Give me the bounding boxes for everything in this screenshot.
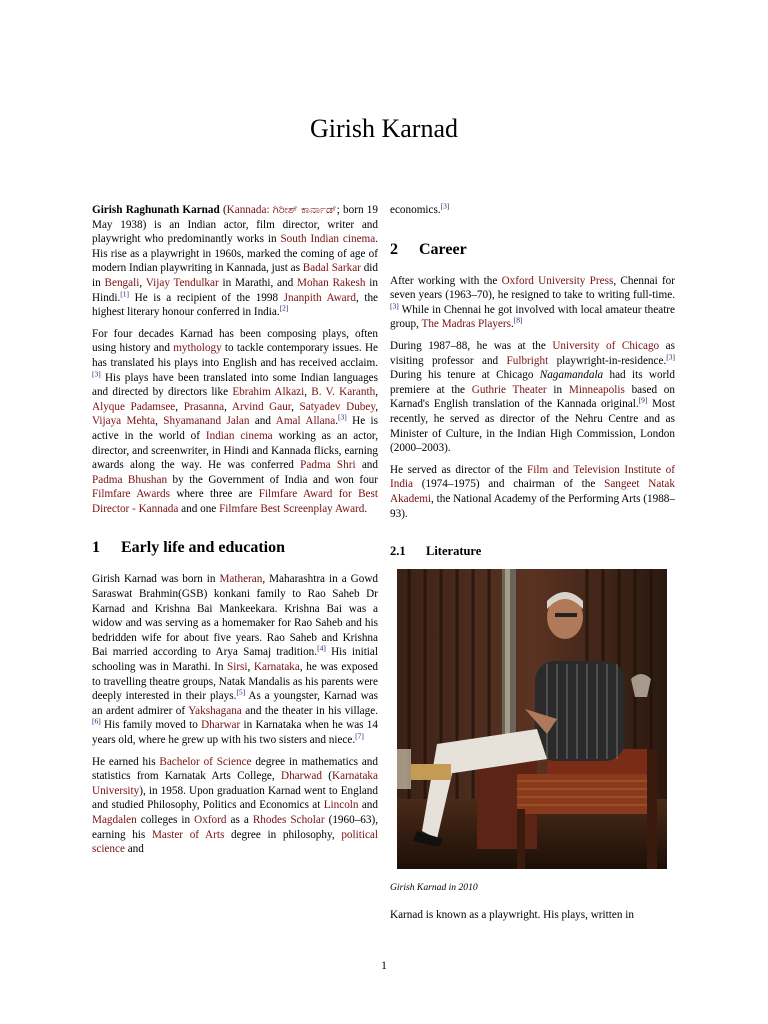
inline-link[interactable]: Alyque Padamsee	[92, 400, 176, 413]
left-column	[92, 203, 378, 864]
inline-link[interactable]: Sirsi	[227, 661, 248, 674]
inline-link[interactable]: Ebrahim Alkazi	[232, 386, 305, 399]
text-run: He is a recipient of the 1998	[129, 291, 284, 304]
text-run: and the theater in his village.	[241, 704, 378, 717]
section-title: Early life and education	[121, 539, 286, 557]
inline-link[interactable]: Rhodes Scholar	[252, 813, 325, 826]
inline-link[interactable]: Badal Sarkar	[302, 262, 361, 275]
text-run: (	[219, 204, 227, 216]
text-run: During 1987–88, he was at the	[390, 339, 553, 352]
citation-ref[interactable]: [1]	[120, 288, 130, 298]
inline-link[interactable]: Padma Bhushan	[92, 473, 168, 486]
text-run: ,	[375, 386, 378, 399]
text-run: While in Chennai he got involved with local amateur theatre group,	[390, 303, 675, 331]
citation-ref[interactable]: [3]	[390, 301, 399, 311]
inline-link[interactable]: mythology	[173, 342, 222, 355]
inline-link[interactable]: South Indian cinema	[280, 233, 376, 246]
inline-link[interactable]: Master of Arts	[151, 828, 225, 841]
intro-paragraph-2	[92, 327, 378, 517]
section-number: 1	[92, 539, 100, 557]
text-run: (1960–63), earning his	[92, 813, 378, 841]
inline-link[interactable]: Filmfare Award for Best Director - Kannada	[92, 488, 378, 515]
inline-link[interactable]: Oxford	[194, 813, 227, 826]
inline-link[interactable]: Mohan Rakesh	[297, 276, 366, 289]
portrait-photo-illustration	[397, 569, 667, 869]
inline-link[interactable]: Lincoln	[323, 799, 359, 812]
text-run: , he was exposed to travelling theatre groups, Natak Mandalis as his parents were deeply interested in their plays.	[92, 661, 379, 703]
text-run: and	[355, 459, 378, 472]
text-run: as visiting professor and	[390, 339, 675, 367]
text-run: ,	[291, 400, 300, 413]
citation-ref[interactable]: [7]	[355, 731, 364, 741]
text-run: ,	[155, 415, 164, 428]
citation-ref[interactable]: [2]	[279, 303, 289, 313]
text-run: , the highest literary honour conferred in India.	[92, 291, 378, 319]
photo-caption: Girish Karnad in 2010	[390, 882, 478, 894]
inline-link[interactable]: Satyadev Dubey	[299, 400, 376, 413]
text-run: had its world premiere at the	[390, 369, 675, 396]
citation-ref[interactable]: [3]	[337, 412, 347, 422]
career-paragraph-2	[390, 339, 675, 456]
subsection-heading-literature	[390, 543, 675, 559]
inline-link[interactable]: Dharwad	[280, 770, 322, 783]
inline-link[interactable]: Filmfare Best Screenplay Award	[219, 502, 365, 515]
inline-link[interactable]: Sangeet Natak Akademi	[390, 478, 675, 505]
text-run: working as an actor, director, and screenwriter, in Hindi and Kannada flicks, earning awards along the way. He was conferred	[92, 429, 379, 472]
inline-link[interactable]: Matheran	[219, 573, 263, 586]
italic-text: Nagamandala	[539, 369, 604, 382]
inline-link[interactable]: Shyamanand Jalan	[163, 415, 250, 428]
text-run: . His rise as a playwright in 1960s, marked the coming of age of modern Indian playwriting in Kannada, just as	[92, 233, 379, 275]
inline-link[interactable]: The Madras Players	[421, 318, 511, 331]
portrait-photo	[397, 569, 667, 869]
subsection-number: 2.1	[390, 544, 406, 559]
text-run: economics.	[390, 204, 441, 216]
citation-ref[interactable]: [6]	[92, 716, 101, 726]
text-run: by the Government of India and won four	[167, 473, 378, 486]
text-run: ), in 1958. Upon graduation Karnad went to England and studied Philosophy, Politics and Economics at	[92, 784, 378, 812]
text-run: .	[510, 318, 514, 331]
text-run: to tackle contemporary issues. He has translated his plays into English and has received acclaim.	[92, 342, 378, 369]
inline-link[interactable]: Magdalen	[92, 813, 137, 826]
inline-link[interactable]: Karnataka	[253, 661, 300, 674]
citation-ref[interactable]: [3]	[666, 351, 675, 361]
early-life-paragraph-1	[92, 572, 378, 747]
citation-ref[interactable]: [9]	[638, 395, 648, 405]
inline-link[interactable]: Karnataka University	[92, 770, 378, 797]
inline-link[interactable]: Vijay Tendulkar	[145, 276, 219, 289]
section-heading-early-life	[92, 538, 378, 558]
inline-link[interactable]: Padma Shri	[300, 459, 356, 472]
continued-paragraph	[390, 203, 675, 218]
text-run: , the National Academy of the Performing Arts (1988–93).	[390, 492, 675, 520]
text-run: His initial schooling was in Marathi. In	[92, 646, 378, 674]
inline-link[interactable]: political science	[92, 828, 378, 856]
text-run: Most recently, he served as director of the Nehru Centre and as Minister of Culture, in the Indian High Commission, London (2000–2003).	[390, 398, 675, 455]
inline-link[interactable]: Prasanna	[183, 400, 225, 413]
inline-link[interactable]: B. V. Karanth	[311, 386, 376, 399]
text-run: He served as director of the	[390, 463, 528, 476]
text-run: colleges in	[136, 813, 195, 826]
citation-ref[interactable]: [5]	[236, 687, 246, 697]
inline-link[interactable]: Yakshagana	[188, 704, 242, 717]
text-run: His plays have been translated into some Indian languages and directed by directors like	[92, 371, 378, 399]
inline-link[interactable]: University of Chicago	[552, 339, 660, 352]
inline-link[interactable]: Oxford University Press	[501, 274, 614, 287]
career-paragraph-1	[390, 274, 675, 332]
text-run: ,	[224, 400, 232, 413]
text-run: , Maharashtra in a Gowd Saraswat Brahmin(GSB) konkani family to Rao Saheb Dr Karnad and Krishna Bai Mankeekara. Krishna Bai was a widow and was serving as a homemaker for Rao Saheb and his bedridden wife for about five years. Rao Saheb and Krishna Bai married according to Arya Samaj tradition.	[92, 573, 379, 659]
inline-link[interactable]: Bachelor of Science	[159, 755, 252, 768]
text-run: and	[249, 415, 276, 428]
text-run: ,	[139, 276, 146, 289]
inline-link[interactable]: Guthrie Theater	[471, 383, 547, 396]
text-run: where three are	[170, 488, 259, 501]
text-run: in Karnataka when he was 14 years old, where he grew up with his two sisters and niece.	[92, 719, 378, 746]
inline-link[interactable]: Jnanpith Award	[283, 291, 356, 304]
text-run: in Hindi.	[92, 276, 378, 304]
text-run: playwright-in-residence.	[548, 354, 667, 367]
text-run: ; born 19 May 1938) is an Indian actor, film director, writer and playwright who predominantly works in	[92, 204, 378, 246]
section-title: Career	[419, 240, 467, 258]
section-heading-career	[390, 240, 675, 260]
text-run: as a	[226, 813, 253, 826]
career-paragraph-3	[390, 463, 675, 521]
citation-ref[interactable]: [8]	[513, 315, 523, 325]
text-run: did in	[92, 262, 379, 289]
inline-link[interactable]: Bengali	[104, 276, 140, 289]
text-run: .	[335, 415, 338, 428]
right-column	[390, 203, 675, 929]
text-run: After working with the	[390, 274, 502, 287]
text-run: and	[124, 843, 144, 856]
text-run: degree in philosophy,	[224, 828, 342, 841]
text-run: He is active in the world of	[92, 415, 378, 442]
text-run: in	[546, 383, 569, 396]
text-run: (	[322, 770, 333, 783]
citation-ref[interactable]: [3]	[92, 368, 101, 378]
early-life-paragraph-2	[92, 755, 378, 857]
inline-link[interactable]: Indian cinema	[205, 429, 273, 442]
inline-link[interactable]: Kannada	[226, 204, 267, 216]
text-run: ,	[247, 661, 254, 674]
page-title: Girish Karnad	[309, 114, 458, 143]
text-run: Girish Karnad was born in	[92, 573, 220, 586]
section-number: 2	[390, 240, 398, 258]
bold-text: Girish Raghunath Karnad	[92, 204, 220, 216]
inline-link[interactable]: Filmfare Awards	[92, 488, 171, 501]
text-run: and one	[178, 502, 220, 515]
inline-link[interactable]: Film and Television Institute of India	[390, 463, 675, 491]
text-run: based on Karnad's English translation of the Kannada original.	[390, 383, 675, 411]
text-run: Karnad is known as a playwright. His plays, written in	[390, 908, 634, 921]
inline-link[interactable]: Vijaya Mehta	[92, 415, 156, 428]
text-run: For four decades Karnad has been composing plays, often using history and	[92, 327, 378, 355]
text-run: During his tenure at Chicago	[390, 369, 540, 382]
text-run: He earned his	[92, 755, 160, 768]
inline-link[interactable]: Arvind Gaur	[231, 400, 292, 413]
text-run: degree in mathematics and statistics from Karnatak Arts College,	[92, 755, 378, 783]
text-run: ,	[175, 400, 184, 413]
text-run: , Chennai for seven years (1963–70), he resigned to take to writing full-time.	[390, 274, 675, 302]
intro-paragraph-1	[92, 203, 378, 320]
inline-link[interactable]: Fulbright	[506, 354, 549, 367]
text-run: .	[364, 502, 368, 515]
text-run: ,	[375, 400, 379, 413]
inline-link[interactable]: : ಗಿರೀಶ್ ಕಾರ್ನಾಡ್	[266, 204, 337, 216]
text-run: (1974–1975) and chairman of the	[413, 478, 605, 491]
page-number: 1	[381, 960, 387, 972]
citation-ref[interactable]: [4]	[317, 643, 326, 653]
inline-link[interactable]: Dharwar	[201, 719, 241, 732]
inline-link[interactable]: Minneapolis	[568, 383, 625, 396]
text-run: in Marathi, and	[218, 276, 298, 289]
text-run: As a youngster, Karnad was an ardent admirer of	[92, 690, 378, 717]
inline-link[interactable]: Amal Allana	[275, 415, 336, 428]
text-run: His family moved to	[100, 719, 202, 732]
text-run: ,	[304, 386, 312, 399]
subsection-title: Literature	[426, 544, 482, 559]
citation-ref[interactable]: [3]	[440, 201, 450, 211]
text-run: and	[358, 799, 378, 812]
literature-paragraph-1	[390, 908, 675, 923]
